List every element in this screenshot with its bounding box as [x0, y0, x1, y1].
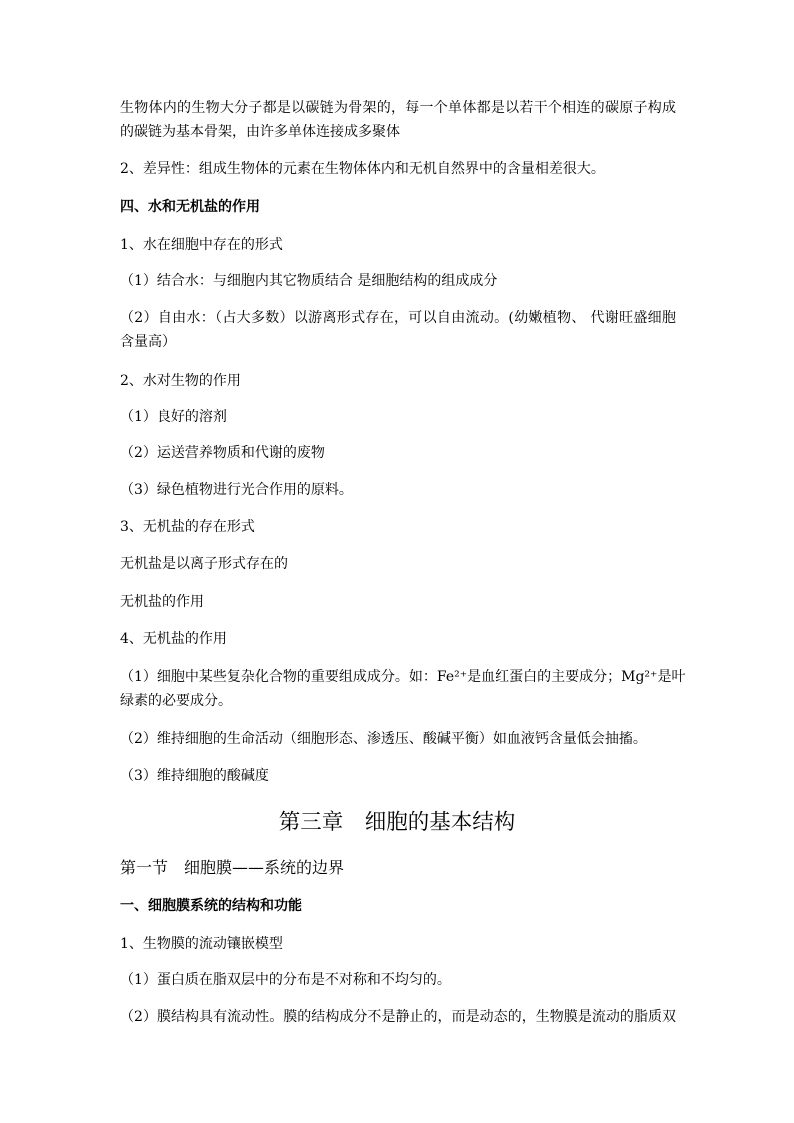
body-paragraph — [120, 478, 353, 502]
body-paragraph — [120, 968, 451, 992]
body-paragraph — [120, 157, 605, 181]
text-line: 无机盐是以离子形式存在的 — [120, 556, 288, 572]
text-line: （2）维持细胞的生命活动（细胞形态、渗透压、酸碱平衡）如血液钙含量低会抽搐。 — [120, 731, 647, 747]
text-line: （1）良好的溶剂 — [120, 409, 227, 425]
text-line: （3）维持细胞的酸碱度 — [120, 768, 269, 784]
text-line: 1、生物膜的流动镶嵌模型 — [120, 936, 283, 952]
body-paragraph — [120, 665, 686, 713]
body-paragraph — [120, 764, 269, 788]
text-line: 2、差异性：组成生物体的元素在生物体体内和无机自然界中的含量相差很大。 — [120, 161, 605, 177]
text-line: （2）膜结构具有流动性。膜的结构成分不是静止的，而是动态的，生物膜是流动的脂质双 — [120, 1009, 676, 1025]
text-line: 含量高） — [120, 334, 176, 350]
body-paragraph — [120, 405, 227, 429]
text-line: （2）运送营养物质和代谢的废物 — [120, 445, 325, 461]
chapter-title: 第三章 细胞的基本结构 — [278, 810, 516, 835]
text-line: （1）结合水：与细胞内其它物质结合 是细胞结构的组成成分 — [120, 273, 498, 289]
text-line: 2、水对生物的作用 — [120, 373, 241, 389]
body-paragraph — [120, 627, 227, 651]
section-heading — [120, 195, 260, 219]
body-paragraph — [120, 590, 204, 614]
section-heading — [120, 894, 302, 918]
text-line: 1、水在细胞中存在的形式 — [120, 237, 283, 253]
body-paragraph — [120, 306, 676, 354]
body-paragraph — [120, 269, 497, 293]
text-line: （2）自由水：（占大多数）以游离形式存在，可以自由流动。(幼嫩植物、 代谢旺盛细胞 — [120, 310, 676, 326]
body-paragraph — [120, 96, 676, 144]
text-line: 无机盐的作用 — [120, 594, 204, 610]
text-line: 生物体内的生物大分子都是以碳链为骨架的，每一个单体都是以若干个相连的碳原子构成 — [120, 100, 676, 116]
body-paragraph — [120, 727, 647, 751]
text-line: （1）蛋白质在脂双层中的分布是不对称和不均匀的。 — [120, 972, 451, 988]
body-paragraph — [120, 515, 255, 539]
body-paragraph — [120, 233, 283, 257]
text-line: （3）绿色植物进行光合作用的原料。 — [120, 482, 353, 498]
heading-text: 一、细胞膜系统的结构和功能 — [120, 898, 302, 914]
text-line: 绿素的必要成分。 — [120, 693, 232, 709]
body-paragraph — [120, 932, 283, 956]
body-paragraph — [120, 552, 288, 576]
text-line: （1）细胞中某些复杂化合物的重要组成成分。如：Fe²⁺是血红蛋白的主要成分；Mg²⁺是叶 — [120, 669, 686, 685]
text-line: 4、无机盐的作用 — [120, 631, 227, 647]
section-title: 第一节 细胞膜——系统的边界 — [120, 858, 345, 877]
text-line: 3、无机盐的存在形式 — [120, 519, 255, 535]
heading-text: 四、水和无机盐的作用 — [120, 199, 260, 215]
body-paragraph — [120, 369, 241, 393]
body-paragraph — [120, 1005, 676, 1029]
body-paragraph — [120, 441, 325, 465]
text-line: 的碳链为基本骨架，由许多单体连接成多聚体 — [120, 124, 400, 140]
